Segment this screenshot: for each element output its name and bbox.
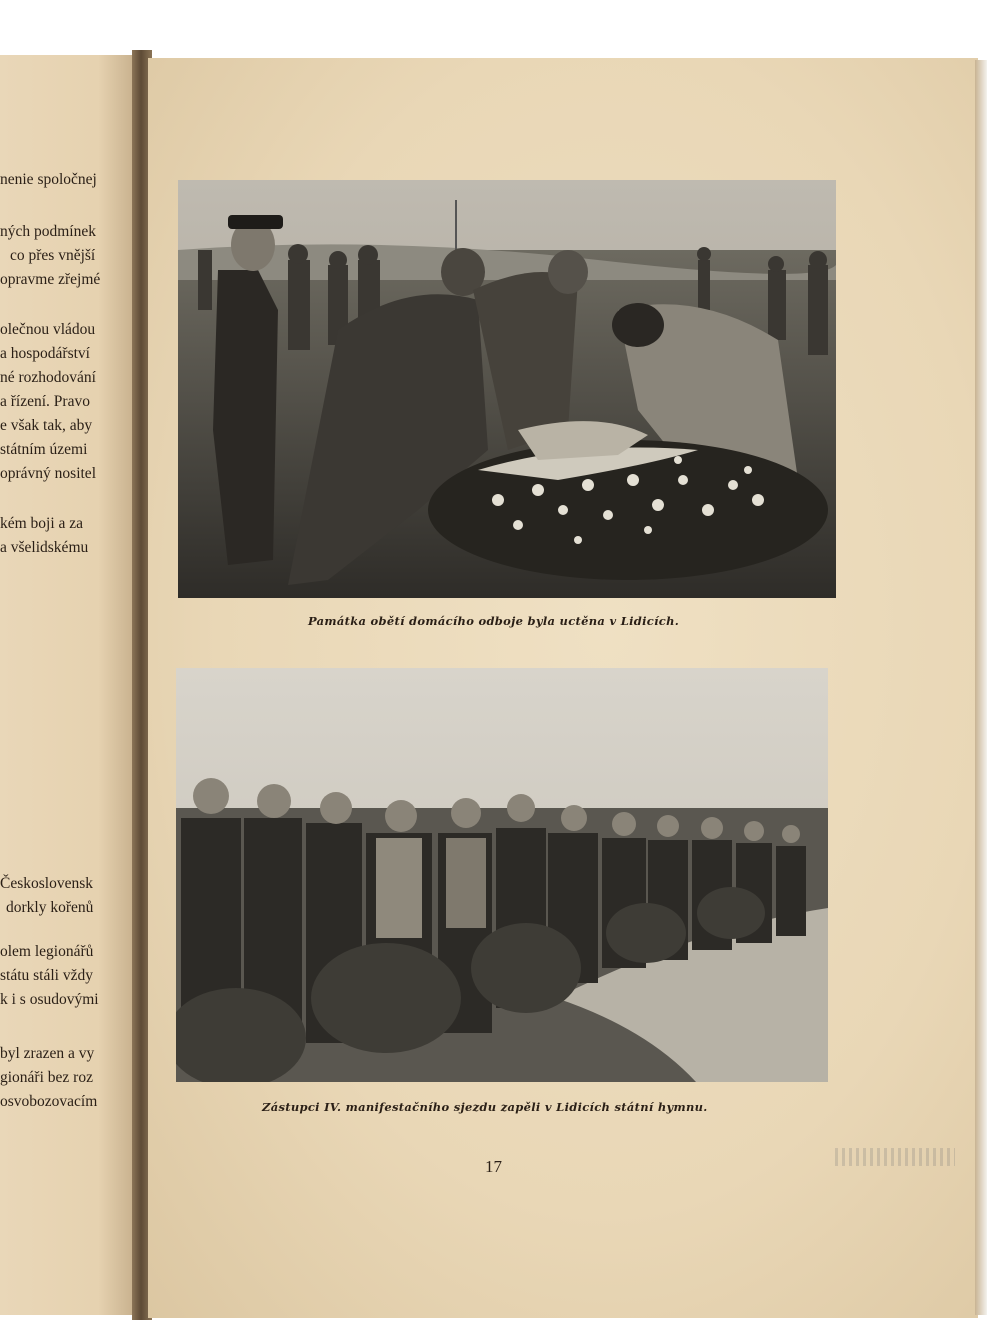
page-edge [975, 60, 987, 1315]
left-text-line: a řízení. Pravo [0, 393, 90, 410]
photo-caption: Zástupci IV. manifestačního sjezdu zapěli v Lidicích státní hymnu. [262, 1100, 708, 1114]
left-text-line: státním územi [0, 441, 88, 458]
left-text-line: dorkly kořenů [6, 899, 94, 916]
left-text-line: byl zrazen a vy [0, 1045, 95, 1062]
ink-smudge [835, 1148, 955, 1166]
left-text-line: státu stáli vždy [0, 967, 93, 984]
left-text-line: co přes vnější [10, 247, 96, 264]
left-text-line: olem legionářů [0, 943, 94, 960]
left-text-line: nenie spoločnej [0, 171, 97, 188]
left-text-line: gionáři bez roz [0, 1069, 93, 1086]
left-text-line: e však tak, aby [0, 417, 93, 434]
left-text-line: oprávný nositel [0, 465, 96, 482]
photo-caption: Památka obětí domácího odboje byla uctěna v Lidicích. [308, 614, 680, 628]
left-text-line: k i s osudovými [0, 991, 99, 1008]
left-text-line: olečnou vládou [0, 321, 96, 338]
left-text-line: a hospodářství [0, 345, 90, 362]
left-text-line: ných podmínek [0, 223, 96, 240]
photo-wreath-laying [178, 180, 836, 598]
left-text-line: né rozhodování [0, 369, 96, 386]
left-text-line: a všelidskému [0, 539, 89, 556]
page-number: 17 [485, 1157, 502, 1176]
left-text-line: osvobozovacím [0, 1093, 98, 1110]
photo-group-anthem [176, 668, 828, 1082]
left-page [0, 55, 140, 1315]
left-text-line: kém boji a za [0, 515, 84, 532]
left-text-line: Československ [0, 875, 93, 892]
left-text-line: opravme zřejmé [0, 271, 101, 288]
